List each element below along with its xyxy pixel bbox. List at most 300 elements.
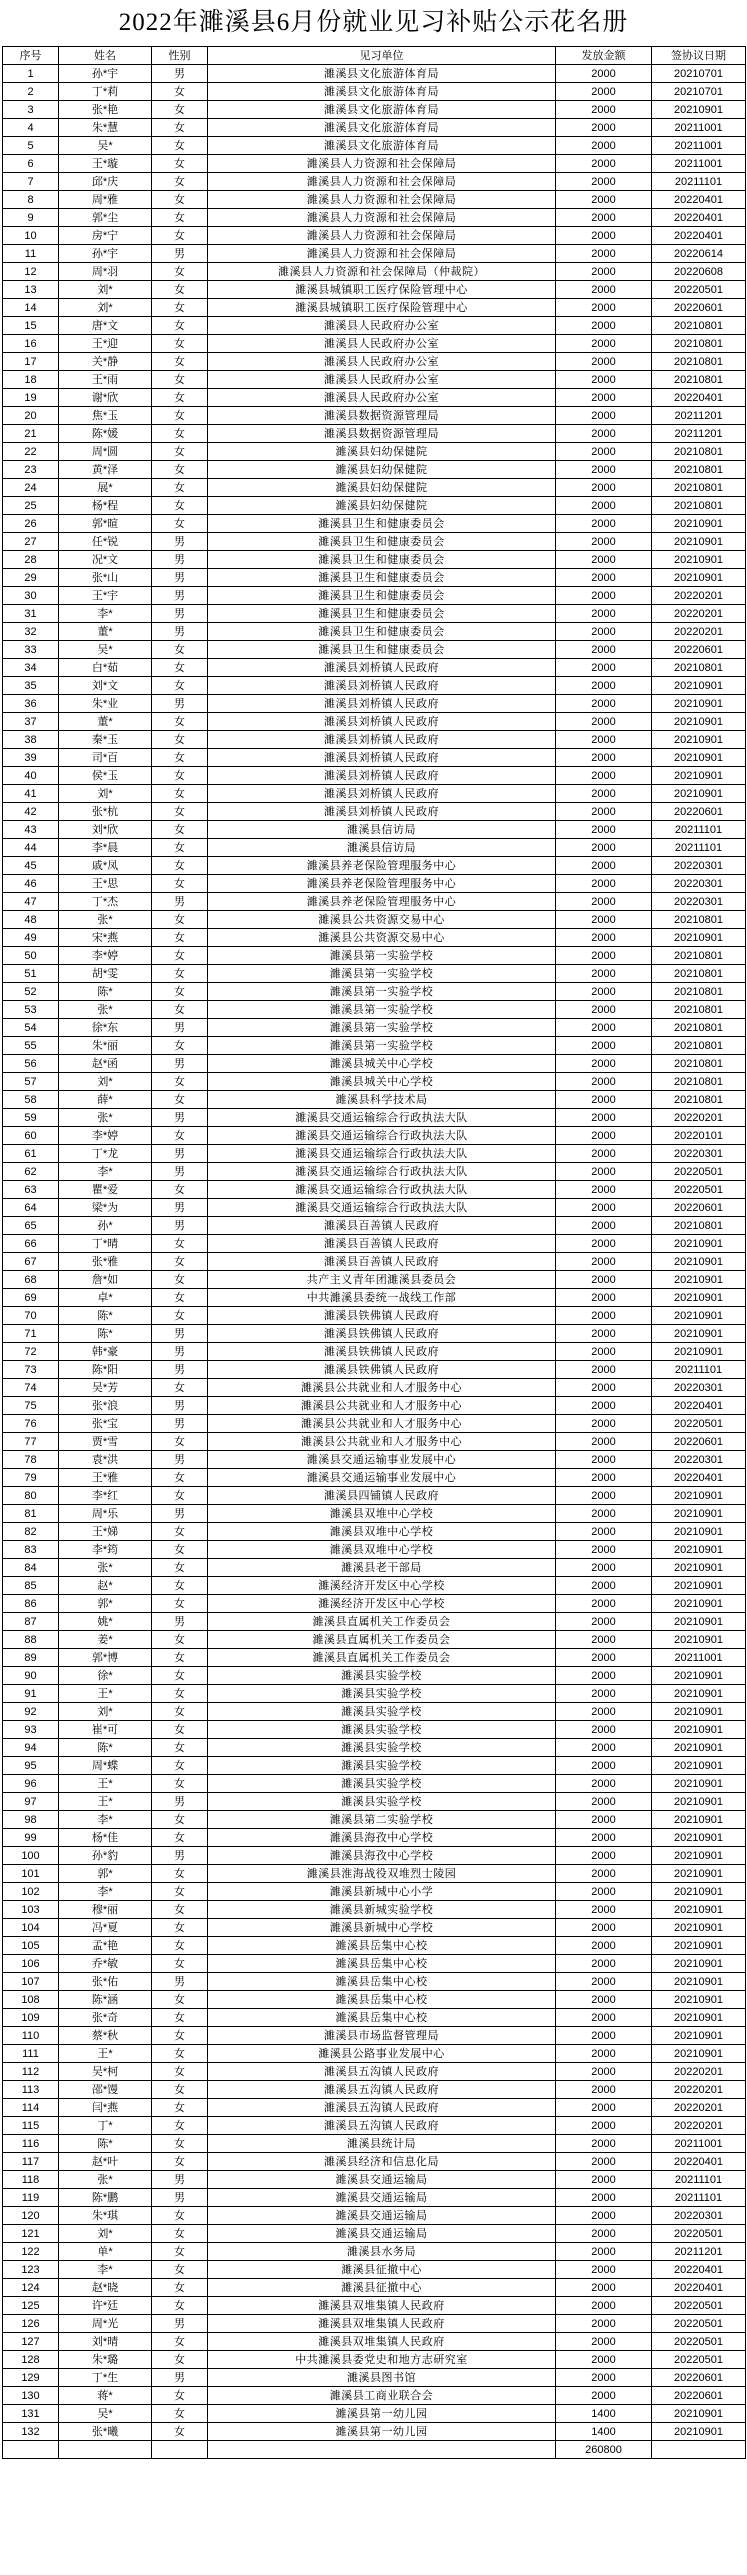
header-unit: 见习单位 (208, 47, 556, 65)
cell-name: 李*红 (59, 1487, 152, 1505)
cell-amount: 2000 (556, 1811, 652, 1829)
cell-amount: 2000 (556, 497, 652, 515)
table-row (3, 2387, 746, 2405)
cell-index: 64 (3, 1199, 59, 1217)
cell-date: 20210901 (652, 1739, 746, 1757)
cell-amount: 2000 (556, 2333, 652, 2351)
cell-unit: 濉溪经济开发区中心学校 (208, 1577, 556, 1595)
cell-date: 20210801 (652, 1019, 746, 1037)
cell-unit: 濉溪县科学技术局 (208, 1091, 556, 1109)
cell-name: 张*浪 (59, 1397, 152, 1415)
header-name: 姓名 (59, 47, 152, 65)
cell-unit: 濉溪县文化旅游体育局 (208, 65, 556, 83)
table-row (3, 2279, 746, 2297)
table-row (3, 1559, 746, 1577)
cell-name: 王*宇 (59, 587, 152, 605)
cell-unit: 濉溪县交通运输局 (208, 2207, 556, 2225)
table-row (3, 407, 746, 425)
cell-index: 7 (3, 173, 59, 191)
cell-index: 9 (3, 209, 59, 227)
cell-unit: 濉溪县交通运输综合行政执法大队 (208, 1145, 556, 1163)
cell-unit: 濉溪县直属机关工作委员会 (208, 1613, 556, 1631)
cell-gender: 女 (152, 1253, 208, 1271)
cell-index: 53 (3, 1001, 59, 1019)
cell-name: 吴* (59, 2405, 152, 2423)
cell-name: 孙*宇 (59, 245, 152, 263)
cell-index: 130 (3, 2387, 59, 2405)
table-row (3, 1865, 746, 1883)
cell-index: 122 (3, 2243, 59, 2261)
cell-unit: 濉溪县第一实验学校 (208, 947, 556, 965)
cell-index: 55 (3, 1037, 59, 1055)
cell-unit: 濉溪县卫生和健康委员会 (208, 551, 556, 569)
cell-amount: 2000 (556, 2009, 652, 2027)
cell-amount: 2000 (556, 2189, 652, 2207)
cell-index: 123 (3, 2261, 59, 2279)
header-amount: 发放金额 (556, 47, 652, 65)
cell-unit: 濉溪县妇幼保健院 (208, 461, 556, 479)
cell-gender: 女 (152, 137, 208, 155)
cell-date: 20210801 (652, 1001, 746, 1019)
cell-gender: 女 (152, 659, 208, 677)
cell-gender: 女 (152, 785, 208, 803)
cell-gender: 女 (152, 425, 208, 443)
cell-unit: 濉溪县百善镇人民政府 (208, 1235, 556, 1253)
cell-name: 李* (59, 2261, 152, 2279)
cell-gender: 男 (152, 569, 208, 587)
table-row (3, 1469, 746, 1487)
cell-date: 20220501 (652, 1181, 746, 1199)
cell-name: 周*羽 (59, 263, 152, 281)
cell-index: 14 (3, 299, 59, 317)
total-amount: 260800 (556, 2441, 652, 2459)
cell-date: 20220501 (652, 2351, 746, 2369)
cell-name: 张* (59, 1559, 152, 1577)
cell-name: 徐* (59, 1667, 152, 1685)
cell-date: 20210901 (652, 785, 746, 803)
cell-unit: 濉溪县卫生和健康委员会 (208, 605, 556, 623)
table-row (3, 1433, 746, 1451)
table-row (3, 1757, 746, 1775)
cell-date: 20210901 (652, 1703, 746, 1721)
cell-date: 20210901 (652, 1667, 746, 1685)
table-row (3, 155, 746, 173)
cell-name: 袁*洪 (59, 1451, 152, 1469)
table-row (3, 83, 746, 101)
cell-amount: 2000 (556, 1649, 652, 1667)
cell-name: 王* (59, 1793, 152, 1811)
cell-name: 吴*芳 (59, 1379, 152, 1397)
cell-index: 28 (3, 551, 59, 569)
cell-index: 34 (3, 659, 59, 677)
cell-date: 20210901 (652, 533, 746, 551)
cell-index: 127 (3, 2333, 59, 2351)
cell-date: 20210901 (652, 1235, 746, 1253)
cell-gender: 男 (152, 1145, 208, 1163)
cell-date: 20210901 (652, 2045, 746, 2063)
table-row (3, 1037, 746, 1055)
cell-unit: 濉溪县经济和信息化局 (208, 2153, 556, 2171)
cell-date: 20210901 (652, 515, 746, 533)
total-empty-cell (59, 2441, 152, 2459)
cell-gender: 女 (152, 1829, 208, 1847)
cell-unit: 濉溪县公路事业发展中心 (208, 2045, 556, 2063)
cell-name: 王* (59, 2045, 152, 2063)
cell-unit: 濉溪县直属机关工作委员会 (208, 1649, 556, 1667)
cell-date: 20211001 (652, 119, 746, 137)
cell-index: 23 (3, 461, 59, 479)
cell-amount: 2000 (556, 2279, 652, 2297)
table-row (3, 1307, 746, 1325)
cell-date: 20220401 (652, 191, 746, 209)
cell-amount: 2000 (556, 137, 652, 155)
cell-unit: 濉溪县刘桥镇人民政府 (208, 659, 556, 677)
cell-index: 87 (3, 1613, 59, 1631)
cell-gender: 女 (152, 2081, 208, 2099)
cell-date: 20210901 (652, 1307, 746, 1325)
cell-unit: 濉溪县交通运输综合行政执法大队 (208, 1109, 556, 1127)
cell-date: 20220201 (652, 1109, 746, 1127)
cell-amount: 2000 (556, 785, 652, 803)
cell-gender: 女 (152, 191, 208, 209)
cell-amount: 2000 (556, 245, 652, 263)
cell-amount: 2000 (556, 371, 652, 389)
cell-name: 李* (59, 605, 152, 623)
cell-name: 乔*敏 (59, 1955, 152, 1973)
cell-index: 65 (3, 1217, 59, 1235)
total-empty-cell (3, 2441, 59, 2459)
cell-unit: 濉溪县交通运输综合行政执法大队 (208, 1199, 556, 1217)
cell-unit: 濉溪县交通运输局 (208, 2189, 556, 2207)
cell-name: 陈* (59, 983, 152, 1001)
cell-date: 20210801 (652, 947, 746, 965)
cell-amount: 2000 (556, 1343, 652, 1361)
cell-unit: 濉溪县五沟镇人民政府 (208, 2117, 556, 2135)
cell-unit: 濉溪县人民政府办公室 (208, 317, 556, 335)
cell-gender: 女 (152, 335, 208, 353)
cell-unit: 濉溪县文化旅游体育局 (208, 83, 556, 101)
table-row (3, 821, 746, 839)
cell-name: 穆*丽 (59, 1901, 152, 1919)
cell-amount: 2000 (556, 1505, 652, 1523)
cell-name: 蒋* (59, 2387, 152, 2405)
table-row (3, 1055, 746, 1073)
cell-gender: 男 (152, 1199, 208, 1217)
cell-name: 张*曦 (59, 2423, 152, 2441)
cell-date: 20211101 (652, 1361, 746, 1379)
cell-gender: 女 (152, 1379, 208, 1397)
cell-date: 20220501 (652, 2225, 746, 2243)
cell-date: 20211201 (652, 407, 746, 425)
cell-amount: 2000 (556, 335, 652, 353)
cell-amount: 2000 (556, 155, 652, 173)
cell-name: 吴* (59, 641, 152, 659)
cell-name: 王*思 (59, 875, 152, 893)
cell-date: 20210901 (652, 1541, 746, 1559)
table-row (3, 461, 746, 479)
cell-gender: 女 (152, 1775, 208, 1793)
cell-date: 20210901 (652, 2405, 746, 2423)
cell-index: 46 (3, 875, 59, 893)
cell-date: 20210901 (652, 731, 746, 749)
cell-amount: 2000 (556, 1973, 652, 1991)
cell-unit: 濉溪县双堆中心学校 (208, 1541, 556, 1559)
cell-amount: 2000 (556, 749, 652, 767)
cell-gender: 男 (152, 1361, 208, 1379)
header-gender: 性别 (152, 47, 208, 65)
cell-gender: 女 (152, 1541, 208, 1559)
total-empty-cell (652, 2441, 746, 2459)
cell-date: 20210801 (652, 335, 746, 353)
cell-unit: 濉溪县百善镇人民政府 (208, 1253, 556, 1271)
cell-date: 20211101 (652, 2171, 746, 2189)
cell-gender: 女 (152, 83, 208, 101)
cell-date: 20220501 (652, 2315, 746, 2333)
cell-name: 宋*燕 (59, 929, 152, 947)
cell-gender: 女 (152, 1865, 208, 1883)
cell-unit: 濉溪县卫生和健康委员会 (208, 533, 556, 551)
cell-name: 李*筠 (59, 1541, 152, 1559)
cell-unit: 中共濉溪县委党史和地方志研究室 (208, 2351, 556, 2369)
cell-name: 邵*馒 (59, 2081, 152, 2099)
cell-index: 47 (3, 893, 59, 911)
cell-amount: 2000 (556, 2099, 652, 2117)
table-row (3, 2171, 746, 2189)
cell-name: 薛* (59, 1091, 152, 1109)
cell-date: 20220201 (652, 2063, 746, 2081)
cell-unit: 濉溪县交通运输局 (208, 2171, 556, 2189)
cell-unit: 濉溪县城关中心学校 (208, 1055, 556, 1073)
cell-index: 109 (3, 2009, 59, 2027)
cell-unit: 濉溪县信访局 (208, 821, 556, 839)
table-row (3, 1451, 746, 1469)
cell-index: 76 (3, 1415, 59, 1433)
cell-amount: 2000 (556, 1073, 652, 1091)
cell-gender: 女 (152, 389, 208, 407)
cell-name: 闫*燕 (59, 2099, 152, 2117)
table-row (3, 1721, 746, 1739)
cell-amount: 2000 (556, 929, 652, 947)
table-row (3, 785, 746, 803)
cell-name: 邱*庆 (59, 173, 152, 191)
cell-amount: 2000 (556, 1829, 652, 1847)
cell-name: 姚* (59, 1613, 152, 1631)
cell-index: 85 (3, 1577, 59, 1595)
table-row (3, 1181, 746, 1199)
cell-index: 6 (3, 155, 59, 173)
table-row (3, 1649, 746, 1667)
cell-gender: 男 (152, 1325, 208, 1343)
cell-amount: 2000 (556, 407, 652, 425)
cell-unit: 濉溪县五沟镇人民政府 (208, 2063, 556, 2081)
cell-gender: 女 (152, 1289, 208, 1307)
cell-amount: 2000 (556, 2369, 652, 2387)
cell-date: 20210901 (652, 1811, 746, 1829)
cell-name: 王*雅 (59, 1469, 152, 1487)
cell-name: 丁*生 (59, 2369, 152, 2387)
cell-index: 113 (3, 2081, 59, 2099)
cell-amount: 2000 (556, 425, 652, 443)
cell-date: 20210901 (652, 713, 746, 731)
cell-gender: 女 (152, 209, 208, 227)
table-row (3, 1001, 746, 1019)
cell-amount: 2000 (556, 1019, 652, 1037)
cell-amount: 2000 (556, 479, 652, 497)
table-row (3, 2117, 746, 2135)
cell-name: 陈* (59, 1307, 152, 1325)
cell-index: 21 (3, 425, 59, 443)
cell-amount: 2000 (556, 191, 652, 209)
cell-unit: 濉溪县第一幼儿园 (208, 2423, 556, 2441)
header-index: 序号 (3, 47, 59, 65)
cell-name: 姜* (59, 1631, 152, 1649)
cell-name: 刘* (59, 2225, 152, 2243)
cell-index: 18 (3, 371, 59, 389)
cell-amount: 2000 (556, 803, 652, 821)
cell-unit: 濉溪县第一实验学校 (208, 965, 556, 983)
cell-gender: 女 (152, 821, 208, 839)
table-row (3, 569, 746, 587)
cell-date: 20210901 (652, 1595, 746, 1613)
cell-gender: 女 (152, 2153, 208, 2171)
cell-unit: 濉溪县人力资源和社会保障局 (208, 173, 556, 191)
cell-date: 20210901 (652, 1271, 746, 1289)
cell-index: 80 (3, 1487, 59, 1505)
cell-amount: 2000 (556, 281, 652, 299)
cell-unit: 濉溪县第一幼儿园 (208, 2405, 556, 2423)
cell-index: 118 (3, 2171, 59, 2189)
cell-unit: 濉溪县刘桥镇人民政府 (208, 695, 556, 713)
cell-gender: 女 (152, 407, 208, 425)
cell-name: 胡*雯 (59, 965, 152, 983)
cell-index: 103 (3, 1901, 59, 1919)
cell-index: 82 (3, 1523, 59, 1541)
cell-gender: 女 (152, 1433, 208, 1451)
table-row (3, 1739, 746, 1757)
cell-amount: 2000 (556, 2297, 652, 2315)
cell-date: 20210901 (652, 1613, 746, 1631)
table-row (3, 227, 746, 245)
table-row (3, 1523, 746, 1541)
cell-date: 20220401 (652, 1397, 746, 1415)
cell-unit: 濉溪县文化旅游体育局 (208, 137, 556, 155)
cell-gender: 女 (152, 947, 208, 965)
cell-amount: 2000 (556, 839, 652, 857)
cell-gender: 男 (152, 1793, 208, 1811)
cell-gender: 女 (152, 1685, 208, 1703)
cell-amount: 2000 (556, 1433, 652, 1451)
cell-index: 132 (3, 2423, 59, 2441)
cell-name: 孙*宇 (59, 65, 152, 83)
table-row (3, 731, 746, 749)
cell-unit: 濉溪县新城实验学校 (208, 1901, 556, 1919)
cell-gender: 女 (152, 2099, 208, 2117)
cell-date: 20210801 (652, 371, 746, 389)
cell-gender: 男 (152, 1451, 208, 1469)
cell-amount: 2000 (556, 1037, 652, 1055)
cell-name: 刘* (59, 785, 152, 803)
cell-index: 107 (3, 1973, 59, 1991)
cell-index: 38 (3, 731, 59, 749)
cell-gender: 女 (152, 1523, 208, 1541)
cell-date: 20210901 (652, 2009, 746, 2027)
cell-gender: 女 (152, 2045, 208, 2063)
cell-name: 张* (59, 2171, 152, 2189)
table-row (3, 947, 746, 965)
cell-gender: 女 (152, 1091, 208, 1109)
cell-unit: 濉溪县养老保险管理服务中心 (208, 893, 556, 911)
table-row (3, 2423, 746, 2441)
cell-unit: 濉溪县交通运输局 (208, 2225, 556, 2243)
cell-amount: 2000 (556, 1865, 652, 1883)
cell-date: 20210901 (652, 1721, 746, 1739)
cell-name: 周*光 (59, 2315, 152, 2333)
cell-unit: 濉溪县第一实验学校 (208, 1037, 556, 1055)
cell-amount: 2000 (556, 2117, 652, 2135)
cell-amount: 1400 (556, 2405, 652, 2423)
cell-gender: 男 (152, 1055, 208, 1073)
cell-date: 20211101 (652, 173, 746, 191)
table-row (3, 2027, 746, 2045)
table-row (3, 911, 746, 929)
cell-name: 张*佑 (59, 1973, 152, 1991)
cell-date: 20210901 (652, 695, 746, 713)
cell-amount: 2000 (556, 1901, 652, 1919)
cell-unit: 濉溪县实验学校 (208, 1667, 556, 1685)
cell-index: 108 (3, 1991, 59, 2009)
cell-amount: 2000 (556, 1631, 652, 1649)
cell-date: 20220301 (652, 1379, 746, 1397)
cell-index: 97 (3, 1793, 59, 1811)
table-row (3, 1811, 746, 1829)
cell-unit: 濉溪县统计局 (208, 2135, 556, 2153)
cell-unit: 濉溪县公共就业和人才服务中心 (208, 1415, 556, 1433)
table-row (3, 1703, 746, 1721)
document-title: 2022年濉溪县6月份就业见习补贴公示花名册 (118, 9, 629, 36)
cell-index: 20 (3, 407, 59, 425)
cell-amount: 2000 (556, 209, 652, 227)
cell-gender: 女 (152, 1307, 208, 1325)
cell-date: 20220301 (652, 857, 746, 875)
cell-unit: 濉溪县水务局 (208, 2243, 556, 2261)
cell-unit: 濉溪县第一实验学校 (208, 1019, 556, 1037)
cell-amount: 2000 (556, 1361, 652, 1379)
cell-gender: 女 (152, 677, 208, 695)
table-row (3, 2297, 746, 2315)
cell-unit: 濉溪县人力资源和社会保障局 (208, 227, 556, 245)
cell-index: 19 (3, 389, 59, 407)
cell-index: 106 (3, 1955, 59, 1973)
cell-unit: 濉溪县刘桥镇人民政府 (208, 767, 556, 785)
cell-date: 20210901 (652, 1973, 746, 1991)
cell-date: 20210801 (652, 1217, 746, 1235)
cell-unit: 濉溪县妇幼保健院 (208, 497, 556, 515)
table-row (3, 605, 746, 623)
cell-date: 20220201 (652, 623, 746, 641)
cell-gender: 女 (152, 1271, 208, 1289)
table-row (3, 2225, 746, 2243)
cell-index: 41 (3, 785, 59, 803)
cell-amount: 2000 (556, 227, 652, 245)
table-row (3, 2135, 746, 2153)
cell-name: 赵*叶 (59, 2153, 152, 2171)
cell-gender: 女 (152, 1955, 208, 1973)
cell-gender: 女 (152, 857, 208, 875)
cell-date: 20211001 (652, 1649, 746, 1667)
cell-index: 72 (3, 1343, 59, 1361)
cell-unit: 濉溪县实验学校 (208, 1775, 556, 1793)
cell-name: 董* (59, 623, 152, 641)
